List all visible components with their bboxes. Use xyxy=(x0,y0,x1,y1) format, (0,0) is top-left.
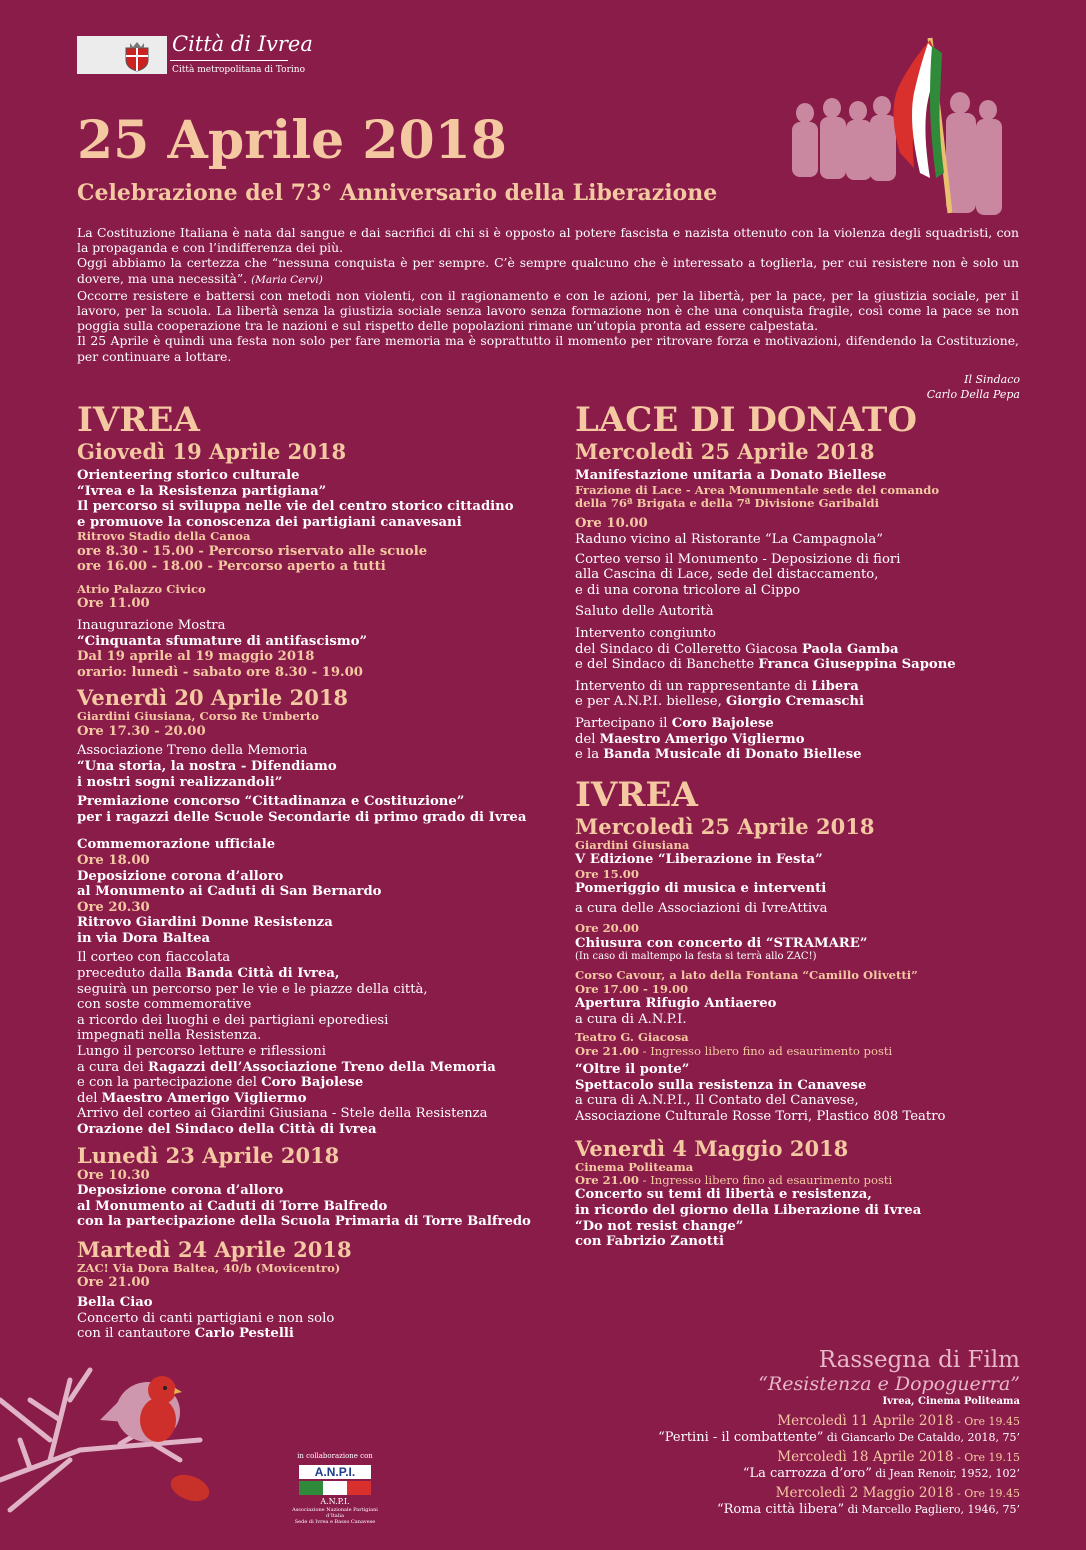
event-line: con soste commemorative xyxy=(77,997,252,1013)
event-time: ore 16.00 - 18.00 - Percorso aperto a tutti xyxy=(77,559,386,575)
event-time: ore 8.30 - 15.00 - Percorso riservato alle scuole xyxy=(77,543,428,559)
page-subtitle: Celebrazione del 73° Anniversario della Liberazione xyxy=(77,180,718,206)
event-time: Ore 21.00 xyxy=(77,1275,150,1291)
event-location: Ritrovo Stadio della Canoa xyxy=(77,529,251,544)
event-line: al Monumento ai Caduti di Torre Balfredo xyxy=(77,1198,388,1214)
event-line: Associazione Treno della Memoria xyxy=(77,743,308,759)
robin-on-branch-illustration-icon xyxy=(0,1360,240,1520)
event-line: e promuove la conoscenza dei partigiani canavesani xyxy=(77,514,462,530)
event-line: V Edizione “Liberazione in Festa” xyxy=(575,852,823,868)
event-line: “Do not resist change” xyxy=(575,1218,744,1234)
day-heading: Lunedì 23 Aprile 2018 xyxy=(77,1142,340,1168)
event-line: a cura delle Associazioni di IvreAttiva xyxy=(575,900,828,916)
event-line: a cura di A.N.P.I., Il Contato del Canavese, xyxy=(575,1093,859,1109)
signature xyxy=(927,372,1020,402)
event-time: Ore 10.30 xyxy=(77,1167,150,1183)
intro-paragraph: Il 25 Aprile è quindi una festa non solo per fare memoria ma è soprattutto il momento per ritrovare forza e motivazioni, difendendo la Costituzione, per continuare a lottare. xyxy=(77,333,1019,364)
event-location: Corso Cavour, a lato della Fontana “Camillo Olivetti” xyxy=(575,968,918,983)
event-line: Intervento di un rappresentante di Libera xyxy=(575,678,859,694)
event-line: Concerto di canti partigiani e non solo xyxy=(77,1310,335,1326)
event-line: e del Sindaco di Banchette Franca Giuseppina Sapone xyxy=(575,657,956,673)
event-line: e la Banda Musicale di Donato Biellese xyxy=(575,747,862,763)
event-line: Corteo verso il Monumento - Deposizione di fiori xyxy=(575,551,901,567)
event-line: del Maestro Amerigo Vigliermo xyxy=(575,731,805,747)
event-line: impegnati nella Resistenza. xyxy=(77,1028,262,1044)
event-line: Pomeriggio di musica e interventi xyxy=(575,881,827,897)
day-heading: Giovedì 19 Aprile 2018 xyxy=(77,439,347,464)
event-time: Ore 17.30 - 20.00 xyxy=(77,723,206,739)
films-subtitle: “Resistenza e Dopoguerra” xyxy=(758,1373,1020,1395)
place-heading: IVREA xyxy=(575,774,698,815)
film-title: “Pertini - il combattente” di Giancarlo De Cataldo, 2018, 75’ xyxy=(658,1430,1020,1445)
event-location: Cinema Politeama xyxy=(575,1159,694,1174)
city-coat-of-arms-icon xyxy=(122,40,152,72)
right-column xyxy=(575,400,1015,1250)
intro-paragraph xyxy=(77,255,1019,287)
event-location: della 76ª Brigata e della 7ª Divisione Garibaldi xyxy=(575,496,880,510)
event-line: Ritrovo Giardini Donne Resistenza xyxy=(77,915,333,931)
event-line: “Una storia, la nostra - Difendiamo xyxy=(77,758,337,774)
event-line: Deposizione corona d’alloro xyxy=(77,868,284,884)
event-line: seguirà un percorso per le vie e le piazze della città, xyxy=(77,981,428,997)
page-title: 25 Aprile 2018 xyxy=(77,110,507,171)
event-line: in ricordo del giorno della Liberazione di Ivrea xyxy=(575,1202,922,1218)
event-line: Il percorso si sviluppa nelle vie del centro storico cittadino xyxy=(77,499,514,515)
event-line: Partecipano il Coro Bajolese xyxy=(575,715,774,731)
event-time: Ore 21.00 - Ingresso libero fino ad esaurimento posti xyxy=(575,1043,893,1058)
films-venue: Ivrea, Cinema Politeama xyxy=(882,1396,1020,1407)
event-time: Ore 18.00 xyxy=(77,852,150,868)
event-line: Commemorazione ufficiale xyxy=(77,837,276,853)
event-line: Raduno vicino al Ristorante “La Campagnola” xyxy=(575,532,883,547)
event-line: con la partecipazione della Scuola Primaria di Torre Balfredo xyxy=(77,1214,531,1230)
film-date: Mercoledì 11 Aprile 2018 - Ore 19.45 xyxy=(777,1413,1020,1429)
place-heading: LACE DI DONATO xyxy=(575,400,917,440)
event-location: Giardini Giusiana xyxy=(575,837,690,852)
event-note: (In caso di maltempo la festa si terrà allo ZAC!) xyxy=(575,951,817,963)
event-line: preceduto dalla Banda Città di Ivrea, xyxy=(77,966,340,982)
event-line: a ricordo dei luoghi e dei partigiani eporediesi xyxy=(77,1012,389,1028)
signature-role: Il Sindaco xyxy=(964,373,1020,386)
event-line: Deposizione corona d’alloro xyxy=(77,1183,284,1199)
event-line: del Sindaco di Colleretto Giacosa Paola Gamba xyxy=(575,641,899,657)
event-line: Associazione Culturale Rosse Torri, Plastico 808 Teatro xyxy=(575,1108,946,1124)
event-location: Frazione di Lace - Area Monumentale sede del comando xyxy=(575,482,940,497)
anpi-logo-icon xyxy=(299,1465,371,1497)
city-subtitle: Città metropolitana di Torino xyxy=(172,65,305,75)
anpi-name: A.N.P.I. xyxy=(320,1497,350,1506)
event-line: Il corteo con fiaccolata xyxy=(77,950,231,966)
day-heading: Mercoledì 25 Aprile 2018 xyxy=(575,439,875,464)
intro-paragraph: La Costituzione Italiana è nata dal sangue e dai sacrifici di chi si è opposto al potere fascista e nazista ottenuto con la violenza degli squadristi, con la propaganda e con l’indifferenza dei più. xyxy=(77,225,1019,256)
event-line: Saluto delle Autorità xyxy=(575,604,714,620)
event-line: “Ivrea e la Resistenza partigiana” xyxy=(77,483,327,499)
event-time: Ore 15.00 xyxy=(575,866,639,881)
city-divider xyxy=(170,60,288,61)
film-festival xyxy=(580,1347,1020,1518)
day-heading: Mercoledì 25 Aprile 2018 xyxy=(575,813,875,839)
event-line: Orazione del Sindaco della Città di Ivrea xyxy=(77,1122,377,1137)
event-line: Spettacolo sulla resistenza in Canavese xyxy=(575,1077,867,1093)
film-date: Mercoledì 2 Maggio 2018 - Ore 19.45 xyxy=(775,1485,1020,1501)
anpi-logo-text: A.N.P.I. xyxy=(299,1465,371,1479)
event-line: e per A.N.P.I. biellese, Giorgio Cremaschi xyxy=(575,694,865,710)
anpi-logo xyxy=(290,1452,380,1525)
intro-quote: Oggi abbiamo la certezza che “nessuna conquista è per sempre. C’è sempre qualcuno che è interessato a toglierla, per cui resistere non è solo un dovere, ma una necessità”. xyxy=(77,255,1019,286)
event-location: ZAC! Via Dora Baltea, 40/b (Movicentro) xyxy=(77,1260,341,1275)
event-line: Premiazione concorso “Cittadinanza e Costituzione” xyxy=(77,794,465,810)
event-line: Lungo il percorso letture e riflessioni xyxy=(77,1044,326,1060)
event-line: del Maestro Amerigo Vigliermo xyxy=(77,1090,307,1106)
film-date: Mercoledì 18 Aprile 2018 - Ore 19.15 xyxy=(777,1449,1020,1465)
city-name: Città di Ivrea xyxy=(172,32,313,56)
event-line: Manifestazione unitaria a Donato Biellese xyxy=(575,468,887,483)
event-time: Ore 21.00 - Ingresso libero fino ad esaurimento posti xyxy=(575,1172,893,1187)
intro-quote-citation: (Maria Cervi) xyxy=(251,273,323,286)
event-line: Intervento congiunto xyxy=(575,625,716,641)
event-time: Ore 17.00 - 19.00 xyxy=(575,981,689,996)
event-line: con Fabrizio Zanotti xyxy=(575,1234,725,1250)
day-heading: Venerdì 20 Aprile 2018 xyxy=(77,685,349,711)
anpi-intro: in collaborazione con xyxy=(297,1452,373,1460)
event-line: Bella Ciao xyxy=(77,1294,153,1310)
signature-name: Carlo Della Pepa xyxy=(926,388,1020,401)
anpi-description: Associazione Nazionale Partigiani d’Italia Sede di Ivrea e Basso Canavese xyxy=(292,1507,378,1525)
event-line: a cura dei Ragazzi dell’Associazione Treno della Memoria xyxy=(77,1059,496,1075)
event-line: con il cantautore Carlo Pestelli xyxy=(77,1326,294,1342)
flag-crowd-illustration-icon xyxy=(780,18,1020,218)
event-dates: Dal 19 aprile al 19 maggio 2018 xyxy=(77,649,315,665)
event-line: Concerto su temi di libertà e resistenza, xyxy=(575,1187,872,1203)
event-line: a cura di A.N.P.I. xyxy=(575,1011,687,1027)
intro-text xyxy=(77,225,1019,364)
films-title: Rassegna di Film xyxy=(818,1347,1020,1373)
event-hours: orario: lunedì - sabato ore 8.30 - 19.00 xyxy=(77,664,363,680)
intro-paragraph: Occorre resistere e battersi con metodi non violenti, con il ragionamento e con le azioni, per la libertà, per la pace, per la giustizia sociale, per il lavoro, per la scuola. La libertà senza la giustizia sociale senza lavoro senza formazione non è che una conquista fragile, così come la pace se non poggia sulla cooperazione tra le nazioni e sul rispetto delle popolazioni rimane un’utopia pronta ad essere calpestata. xyxy=(77,287,1019,334)
event-line: e con la partecipazione del Coro Bajolese xyxy=(77,1075,364,1091)
event-line: Apertura Rifugio Antiaereo xyxy=(575,996,777,1012)
event-location: Atrio Palazzo Civico xyxy=(77,581,206,596)
film-title: “Roma città libera” di Marcello Pagliero, 1946, 75’ xyxy=(716,1502,1020,1517)
event-line: alla Cascina di Lace, sede del distaccamento, xyxy=(575,567,879,583)
day-heading: Venerdì 4 Maggio 2018 xyxy=(575,1135,849,1161)
event-line: “Oltre il ponte” xyxy=(575,1062,690,1078)
day-heading: Martedì 24 Aprile 2018 xyxy=(77,1236,352,1262)
event-location: Giardini Giusiana, Corso Re Umberto xyxy=(77,709,319,724)
event-line: in via Dora Baltea xyxy=(77,930,211,946)
event-line: Arrivo del corteo ai Giardini Giusiana - Stele della Resistenza xyxy=(77,1106,488,1122)
event-time: Ore 20.30 xyxy=(77,899,150,915)
event-line: Chiusura con concerto di “STRAMARE” xyxy=(575,935,868,951)
event-line: e di una corona tricolore al Cippo xyxy=(575,582,801,598)
event-location: Teatro G. Giacosa xyxy=(575,1030,689,1045)
event-time: Ore 11.00 xyxy=(77,596,150,612)
event-time: Ore 20.00 xyxy=(575,921,639,936)
event-line: “Cinquanta sfumature di antifascismo” xyxy=(77,633,368,649)
event-line: al Monumento ai Caduti di San Bernardo xyxy=(77,884,382,900)
event-time: Ore 10.00 xyxy=(575,516,648,532)
event-line: Orienteering storico culturale xyxy=(77,468,300,483)
left-column xyxy=(77,400,547,1342)
place-heading: IVREA xyxy=(77,400,200,440)
event-line: per i ragazzi delle Scuole Secondarie di primo grado di Ivrea xyxy=(77,809,527,825)
event-line: i nostri sogni realizzandoli” xyxy=(77,774,283,790)
film-title: “La carrozza d’oro” di Jean Renoir, 1952, 102’ xyxy=(742,1466,1020,1481)
event-line: Inaugurazione Mostra xyxy=(77,617,226,633)
